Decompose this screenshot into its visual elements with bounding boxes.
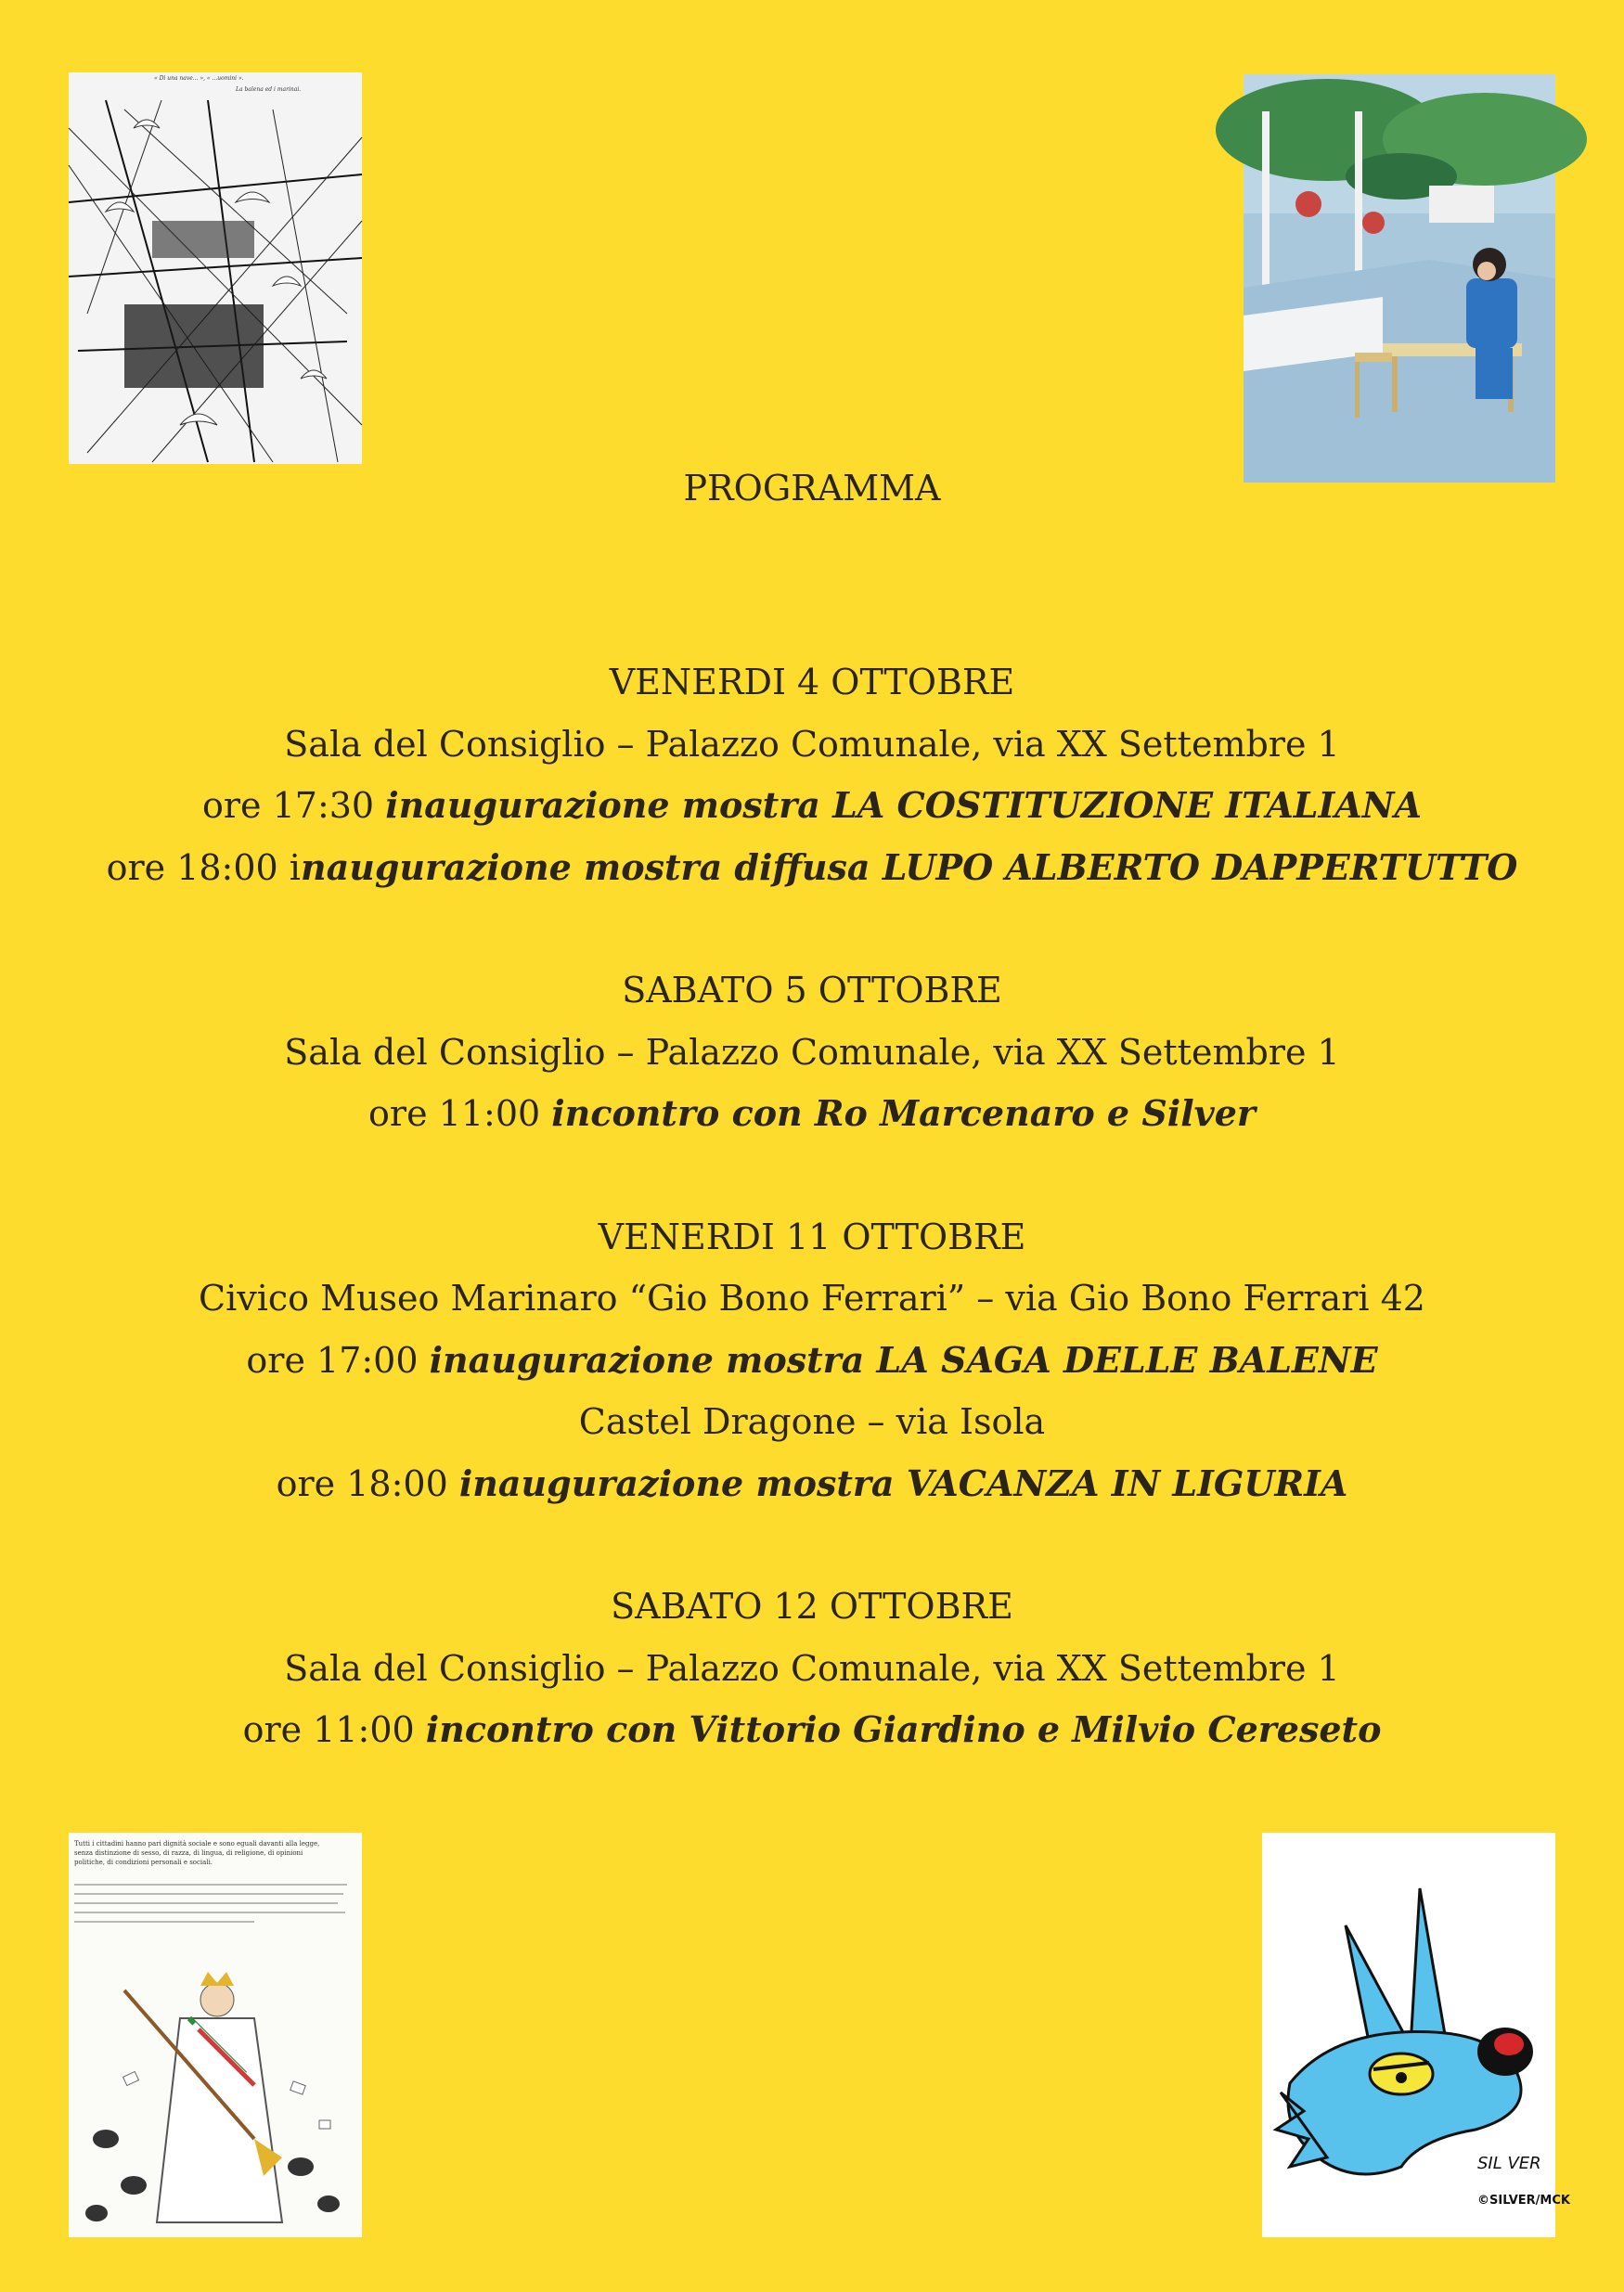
event-description: naugurazione mostra diffusa LUPO ALBERTO DAPPERTUTTO: [300, 845, 1518, 888]
event-time: ore 11:00: [368, 1093, 552, 1134]
ship-caption-1: « Di una nave... », « ...uomini ».: [154, 75, 244, 82]
day-venue: Sala del Consiglio – Palazzo Comunale, via XX Settembre 1: [284, 1647, 1340, 1689]
day-sabato-12: [0, 1576, 1624, 1761]
constitution-text-2: senza distinzione di sesso, di razza, di lingua, di religione, di opinioni: [74, 1849, 303, 1857]
event-time: ore 18:00: [276, 1462, 459, 1504]
day-venue-2: Castel Dragone – via Isola: [578, 1401, 1046, 1442]
constitution-illustration: [69, 1833, 362, 2237]
event-time: ore 17:30: [201, 785, 386, 826]
day-venerdi-4: [0, 651, 1624, 898]
ship-rigging-illustration: [69, 72, 362, 464]
program-schedule: [0, 651, 1624, 1761]
day-sabato-5: [0, 959, 1624, 1145]
day-venue: Sala del Consiglio – Palazzo Comunale, via XX Settembre 1: [284, 723, 1340, 765]
day-date: SABATO 5 OTTOBRE: [622, 970, 1002, 1011]
event-description: incontro con Ro Marcenaro e Silver: [551, 1092, 1256, 1134]
day-venerdi-11: [0, 1206, 1624, 1515]
wolf-signature: SIL VER: [1477, 2154, 1541, 2173]
constitution-text-1: Tutti i cittadini hanno pari dignità sociale e sono eguali davanti alla legge,: [74, 1840, 320, 1848]
event-time: ore 18:00 i: [106, 846, 301, 888]
lupo-alberto-illustration: [1262, 1833, 1570, 2237]
day-date: SABATO 12 OTTOBRE: [611, 1586, 1013, 1627]
event-description: inaugurazione mostra VACANZA IN LIGURIA: [458, 1461, 1348, 1504]
day-venue: Sala del Consiglio – Palazzo Comunale, via XX Settembre 1: [284, 1031, 1340, 1073]
ship-caption-2: La balena ed i marinai.: [236, 86, 302, 93]
day-date: VENERDI 11 OTTOBRE: [598, 1216, 1026, 1257]
event-description: incontro con Vittorio Giardino e Milvio Cereseto: [425, 1708, 1382, 1750]
event-line: [0, 837, 1624, 899]
wolf-credit: ©SILVER/MCK: [1477, 2194, 1570, 2208]
event-line: [0, 775, 1624, 837]
event-time: ore 11:00: [242, 1709, 426, 1750]
event-time: ore 17:00: [246, 1339, 430, 1381]
day-date: VENERDI 4 OTTOBRE: [609, 662, 1015, 702]
event-line: [0, 1453, 1624, 1515]
constitution-text-3: politiche, di condizioni personali e sociali.: [74, 1859, 213, 1866]
program-title: PROGRAMMA: [683, 468, 941, 509]
day-venue: Civico Museo Marinaro “Gio Bono Ferrari” – via Gio Bono Ferrari 42: [199, 1278, 1425, 1319]
event-description: inaugurazione mostra LA SAGA DELLE BALENE: [429, 1338, 1378, 1381]
event-line: [0, 1699, 1624, 1761]
terrace-woman-illustration: [1244, 74, 1555, 483]
event-line: [0, 1083, 1624, 1145]
event-line: [0, 1330, 1624, 1392]
event-description: inaugurazione mostra LA COSTITUZIONE ITALIANA: [385, 784, 1422, 826]
